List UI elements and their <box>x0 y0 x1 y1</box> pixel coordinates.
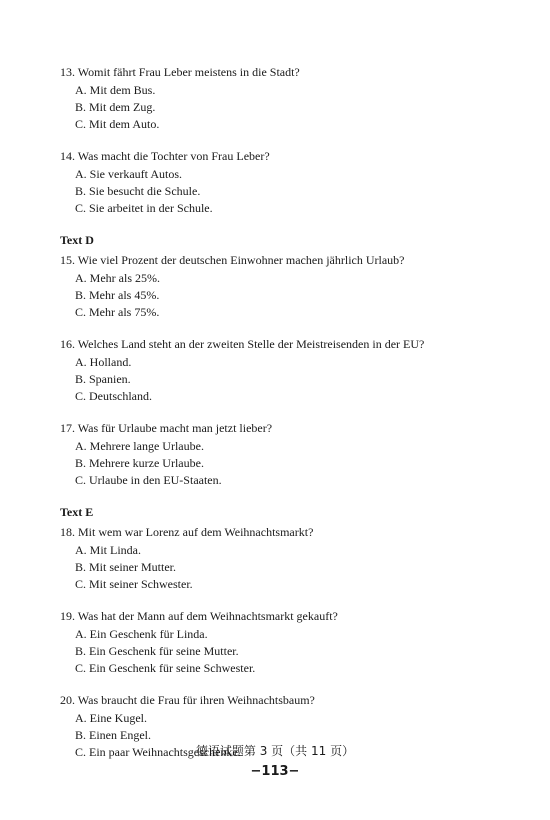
option-c: C. Urlaube in den EU-Staaten. <box>75 473 222 487</box>
question-15 <box>60 250 500 321</box>
option-b: B. Spanien. <box>75 372 131 386</box>
option-c: C. Sie arbeitet in der Schule. <box>75 201 213 215</box>
option-list <box>60 270 500 321</box>
option-b: B. Ein Geschenk für seine Mutter. <box>75 644 239 658</box>
question-stem: 13. Womit fährt Frau Leber meistens in die Stadt? <box>60 65 300 79</box>
question-stem: 19. Was hat der Mann auf dem Weihnachtsmarkt gekauft? <box>60 609 338 623</box>
section-text-d <box>60 230 500 489</box>
option-a: A. Mehr als 25%. <box>75 271 160 285</box>
option-list <box>60 626 500 677</box>
option-a: A. Mehrere lange Urlaube. <box>75 439 204 453</box>
question-stem: 14. Was macht die Tochter von Frau Leber? <box>60 149 270 163</box>
option-list <box>60 166 500 217</box>
option-b: B. Sie besucht die Schule. <box>75 184 201 198</box>
question-13 <box>60 62 500 133</box>
option-b: B. Mehrere kurze Urlaube. <box>75 456 204 470</box>
option-b: B. Mit dem Zug. <box>75 100 156 114</box>
section-title: Text D <box>60 233 94 247</box>
option-list <box>60 542 500 593</box>
option-list <box>60 438 500 489</box>
question-stem: 17. Was für Urlaube macht man jetzt lieber? <box>60 421 273 435</box>
page-number: −113− <box>250 764 300 779</box>
option-a: A. Mit dem Bus. <box>75 83 156 97</box>
page-footer-label: 德语试题第 3 页（共 11 页） <box>195 744 355 758</box>
option-c: C. Ein Geschenk für seine Schwester. <box>75 661 256 675</box>
question-16 <box>60 334 500 405</box>
section-text-e <box>60 502 500 761</box>
option-b: B. Einen Engel. <box>75 728 151 742</box>
option-c: C. Mit dem Auto. <box>75 117 160 131</box>
option-c: C. Mit seiner Schwester. <box>75 577 193 591</box>
question-19 <box>60 606 500 677</box>
question-14 <box>60 146 500 217</box>
section-continuation <box>60 62 500 217</box>
question-18 <box>60 522 500 593</box>
question-stem: 20. Was braucht die Frau für ihren Weihnachtsbaum? <box>60 693 315 707</box>
option-list <box>60 82 500 133</box>
option-b: B. Mehr als 45%. <box>75 288 160 302</box>
option-a: A. Ein Geschenk für Linda. <box>75 627 208 641</box>
option-b: B. Mit seiner Mutter. <box>75 560 176 574</box>
question-stem: 16. Welches Land steht an der zweiten Stelle der Meistreisenden in der EU? <box>60 337 425 351</box>
section-title: Text E <box>60 505 94 519</box>
question-stem: 15. Wie viel Prozent der deutschen Einwohner machen jährlich Urlaub? <box>60 253 405 267</box>
option-c: C. Deutschland. <box>75 389 152 403</box>
option-c: C. Ein paar Weihnachtsgeschenke. <box>75 745 241 759</box>
question-17 <box>60 418 500 489</box>
option-a: A. Holland. <box>75 355 132 369</box>
option-list <box>60 354 500 405</box>
option-a: A. Sie verkauft Autos. <box>75 167 182 181</box>
option-a: A. Eine Kugel. <box>75 711 147 725</box>
option-a: A. Mit Linda. <box>75 543 141 557</box>
option-c: C. Mehr als 75%. <box>75 305 160 319</box>
question-stem: 18. Mit wem war Lorenz auf dem Weihnachtsmarkt? <box>60 525 314 539</box>
exam-page-content <box>60 62 500 774</box>
